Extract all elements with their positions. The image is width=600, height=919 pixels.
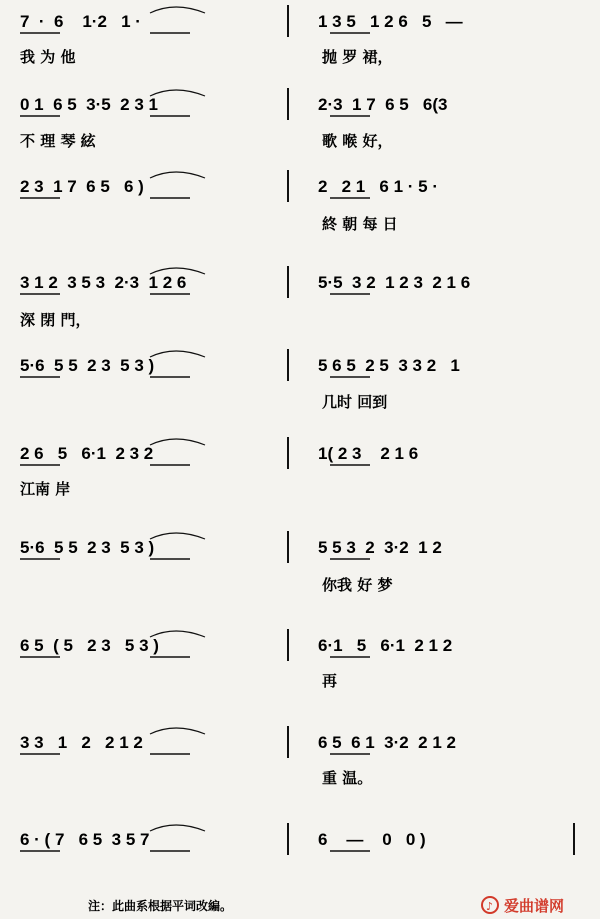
staff-rows <box>19 7 470 851</box>
staff-row <box>20 7 463 67</box>
lyric-right: 你我 好 梦 <box>322 576 393 594</box>
slur-mark <box>150 7 205 13</box>
lyric-left: 我 为 他 <box>20 48 76 66</box>
lyric-left: 深 閉 門， <box>20 311 91 329</box>
slur-mark <box>150 728 205 734</box>
slur-mark <box>150 351 205 357</box>
notation-right: 2·3 1 7 6 5 6(3 <box>318 95 448 114</box>
notation-left: 6 5 ( 5 2 3 5 3 ) <box>20 636 159 655</box>
notation-left: 5·6 5 5 2 3 5 3 ) <box>20 356 155 375</box>
staff-row <box>20 172 438 233</box>
lyric-right: 歌 喉 好， <box>322 132 393 150</box>
lyric-right: 終 朝 每 日 <box>322 215 398 233</box>
staff-row <box>20 825 426 851</box>
lyric-right: 抛 罗 裙， <box>322 48 393 66</box>
notation-left: 7 · 6 1·2 1 · <box>20 12 141 31</box>
staff-row <box>20 90 447 151</box>
notation-right: 5 6 5 2 5 3 3 2 1 <box>318 356 460 375</box>
footnote: 注：此曲系根据平词改編。 <box>88 899 233 913</box>
staff-row <box>20 351 460 411</box>
notation-right: 6·1 5 6·1 2 1 2 <box>318 636 453 655</box>
notation-right: 2 2 1 6 1 · 5 · <box>318 177 439 196</box>
lyric-right: 重 温。 <box>322 769 373 787</box>
slur-mark <box>150 825 205 831</box>
lyric-right: 再 <box>322 672 338 690</box>
slur-mark <box>150 533 205 539</box>
staff-row <box>20 728 456 787</box>
staff-row <box>19 439 418 498</box>
watermark-text: 爱曲谱网 <box>504 897 565 915</box>
staff-row <box>20 533 442 594</box>
notation-left: 2 6 5 6·1 2 3 2 <box>20 444 154 463</box>
staff-row <box>20 631 452 690</box>
staff-row <box>20 268 470 330</box>
lyric-left: 江南 岸 <box>20 480 71 498</box>
notation-right: 1( 2 3 2 1 6 <box>318 444 419 463</box>
notation-right: 6 — 0 0 ) <box>318 830 426 849</box>
notation-right: 6 5 6 1 3·2 2 1 2 <box>318 733 456 752</box>
notation-right: 1 3 5 1 2 6 5 — <box>318 12 463 31</box>
notation-left: 3 3 1 2 2 1 2 <box>20 733 143 752</box>
slur-mark <box>150 172 205 178</box>
notation-left: 0 1 6 5 3·5 2 3 1 <box>20 95 158 114</box>
lyric-right: 几时 回到 <box>322 393 388 411</box>
site-logo <box>482 897 564 915</box>
notation-left: 3 1 2 3 5 3 2·3 1 2 6 <box>20 273 187 292</box>
notation-left: 6 · ( 7 6 5 3 5 7 <box>20 830 150 849</box>
note-glyph: ♪ <box>486 900 494 913</box>
notation-left: 2 3 1 7 6 5 6 ) <box>20 177 144 196</box>
notation-right: 5·5 3 2 1 2 3 2 1 6 <box>318 273 471 292</box>
slur-mark <box>150 439 205 445</box>
notation-right: 5 5 3 2 3·2 1 2 <box>318 538 442 557</box>
lyric-left: 不 理 琴 絃 <box>20 132 96 150</box>
notation-left: 5·6 5 5 2 3 5 3 ) <box>20 538 155 557</box>
slur-mark <box>150 90 205 96</box>
